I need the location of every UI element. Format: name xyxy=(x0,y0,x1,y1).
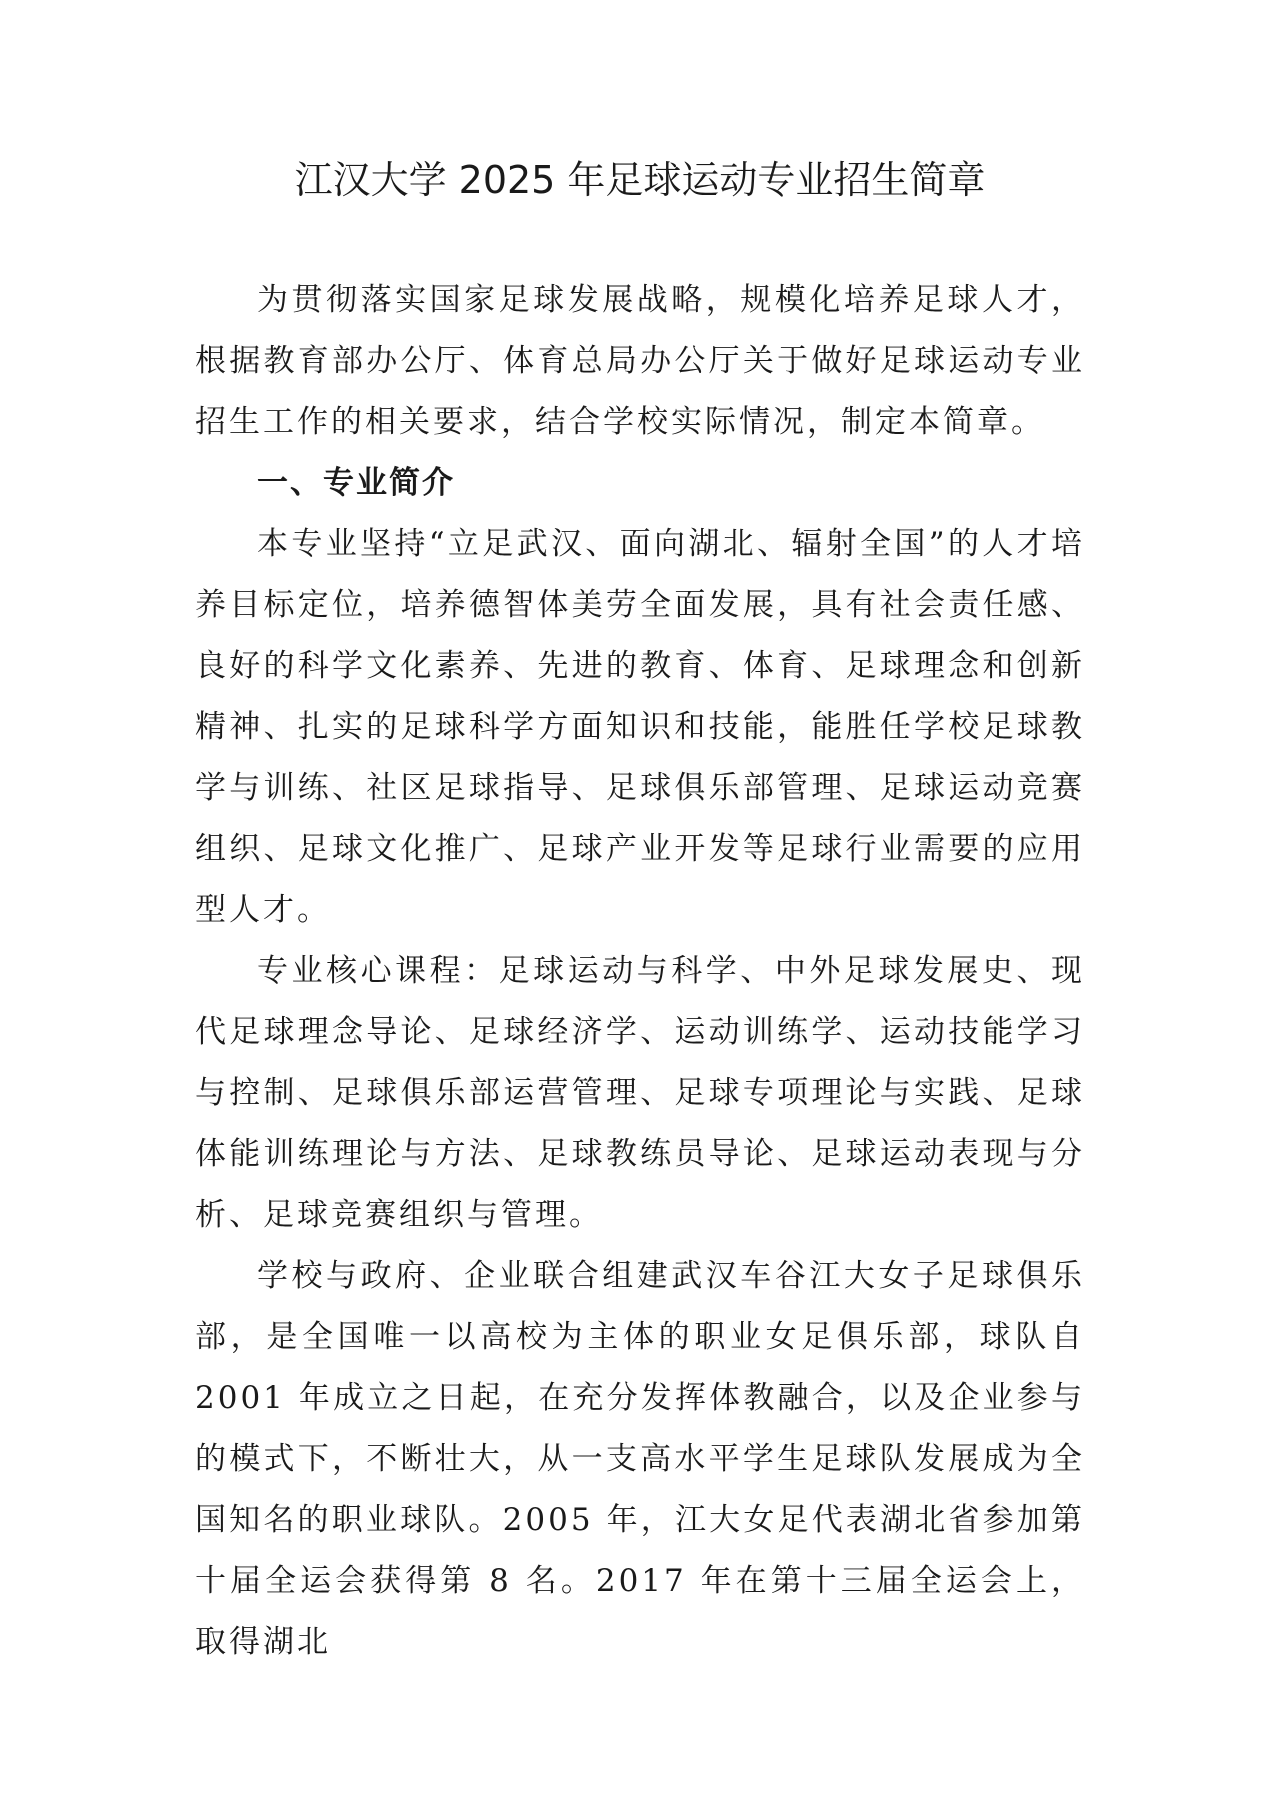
paragraph-training-goal: 本专业坚持“立足武汉、面向湖北、辐射全国”的人才培养目标定位，培养德智体美劳全面发展，具有社会责任感、良好的科学文化素养、先进的教育、体育、足球理念和创新精神、扎实的足球科学方面知识和技能，能胜任学校足球教学与训练、社区足球指导、足球俱乐部管理、足球运动竞赛组织、足球文化推广、足球产业开发等足球行业需要的应用型人才。 xyxy=(195,526,1085,928)
paragraph-core-courses: 专业核心课程：足球运动与科学、中外足球发展史、现代足球理念导论、足球经济学、运动训练学、运动技能学习与控制、足球俱乐部运营管理、足球专项理论与实践、足球体能训练理论与方法、足球教练员导论、足球运动表现与分析、足球竞赛组织与管理。 xyxy=(195,953,1085,1233)
document-page xyxy=(195,150,1085,1673)
paragraph-club-history: 学校与政府、企业联合组建武汉车谷江大女子足球俱乐部，是全国唯一以高校为主体的职业女足俱乐部，球队自 2001 年成立之日起，在充分发挥体教融合，以及企业参与的模式下，不断壮大，从一支高水平学生足球队发展成为全国知名的职业球队。2005 年，江大女足代表湖北省参加第十届全运会获得第 8 名。2017 年在第十三届全运会上，取得湖北 xyxy=(195,1258,1085,1660)
section-heading-major-intro: 一、专业简介 xyxy=(257,465,455,501)
document-title: 江汉大学 2025 年足球运动专业招生简章 xyxy=(294,158,986,202)
intro-paragraph: 为贯彻落实国家足球发展战略，规模化培养足球人才，根据教育部办公厅、体育总局办公厅关于做好足球运动专业招生工作的相关要求，结合学校实际情况，制定本简章。 xyxy=(195,282,1085,440)
